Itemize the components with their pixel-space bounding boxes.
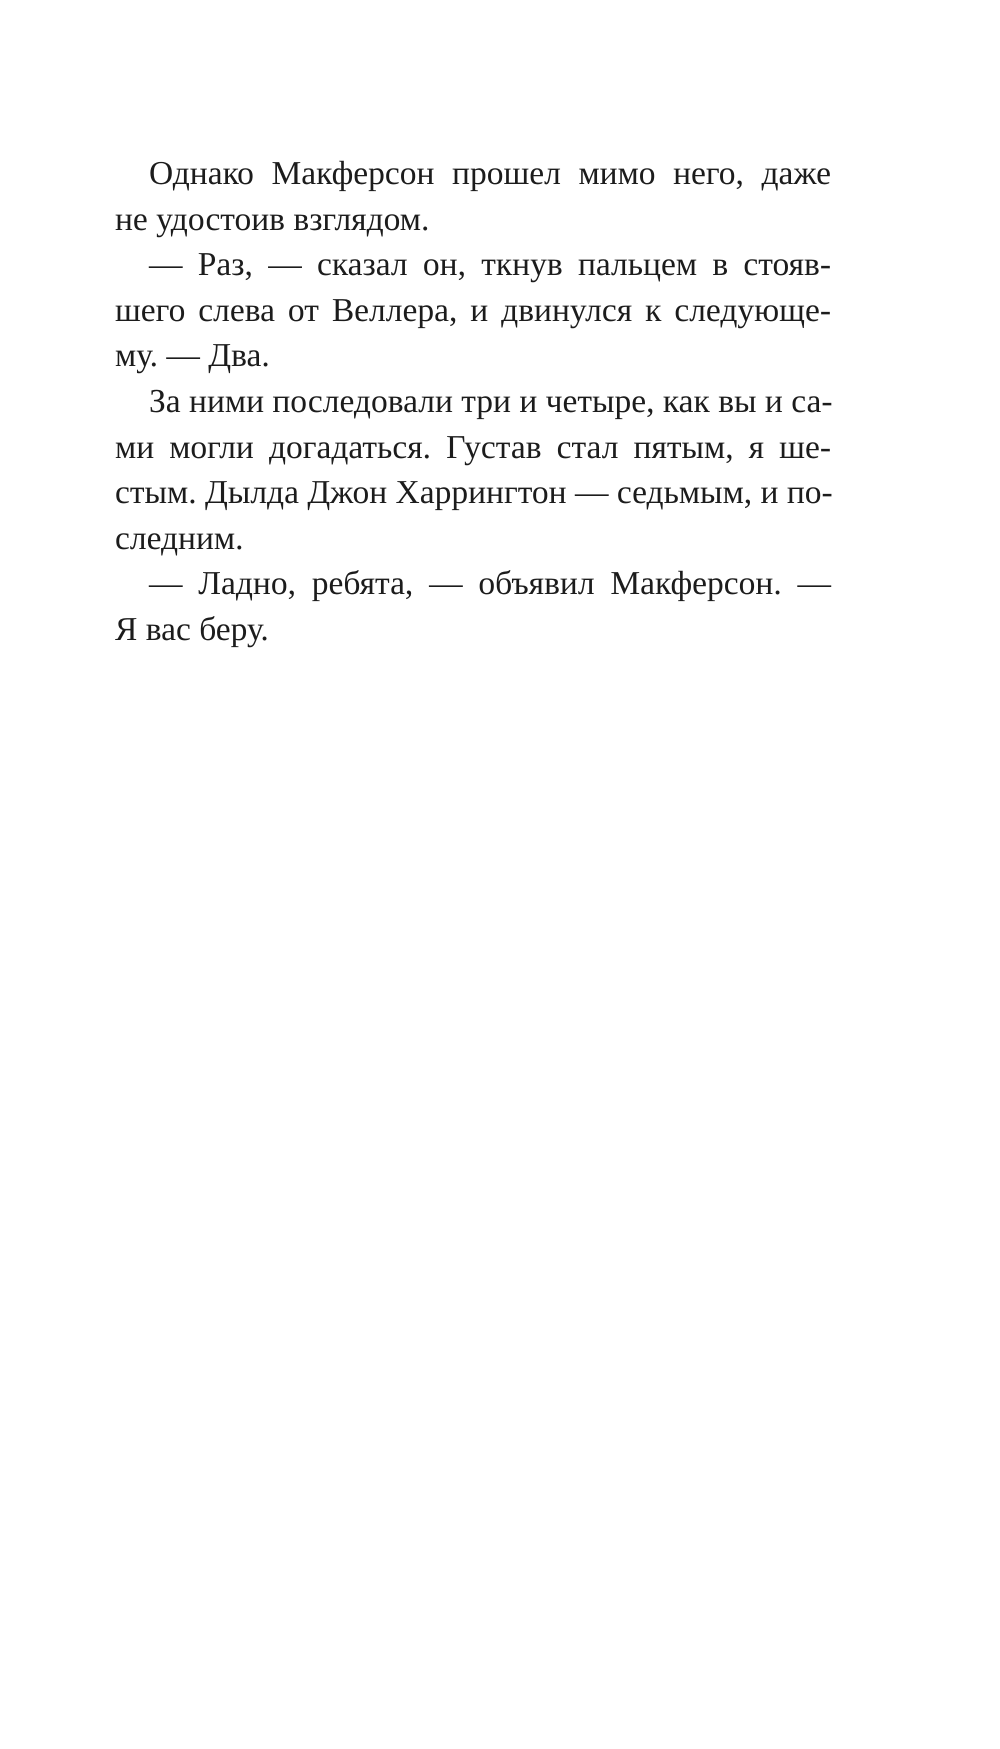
text-line: не удостоив взглядом. xyxy=(115,200,430,238)
text-line: стым. Дылда Джон Харрингтон — седьмым, и по- xyxy=(115,474,833,512)
text-line: шего слева от Веллера, и двинулся к следующе- xyxy=(115,291,831,329)
text-line: ми могли догадаться. Густав стал пятым, я ше- xyxy=(115,428,831,466)
paragraph-3 xyxy=(115,379,831,561)
text-line: следним. xyxy=(115,519,244,557)
text-line: За ними последовали три и четыре, как вы и са- xyxy=(149,382,833,420)
paragraph-1 xyxy=(115,151,831,242)
page-text xyxy=(115,151,831,653)
paragraph-2 xyxy=(115,242,831,379)
text-line: — Раз, — сказал он, ткнув пальцем в стояв- xyxy=(149,246,831,284)
text-line: — Ладно, ребята, — объявил Макферсон. — xyxy=(149,565,831,603)
text-line: Однако Макферсон прошел мимо него, даже xyxy=(149,155,831,192)
paragraph-4 xyxy=(115,561,831,652)
text-line: Я вас беру. xyxy=(115,610,269,648)
text-line: му. — Два. xyxy=(115,337,270,375)
